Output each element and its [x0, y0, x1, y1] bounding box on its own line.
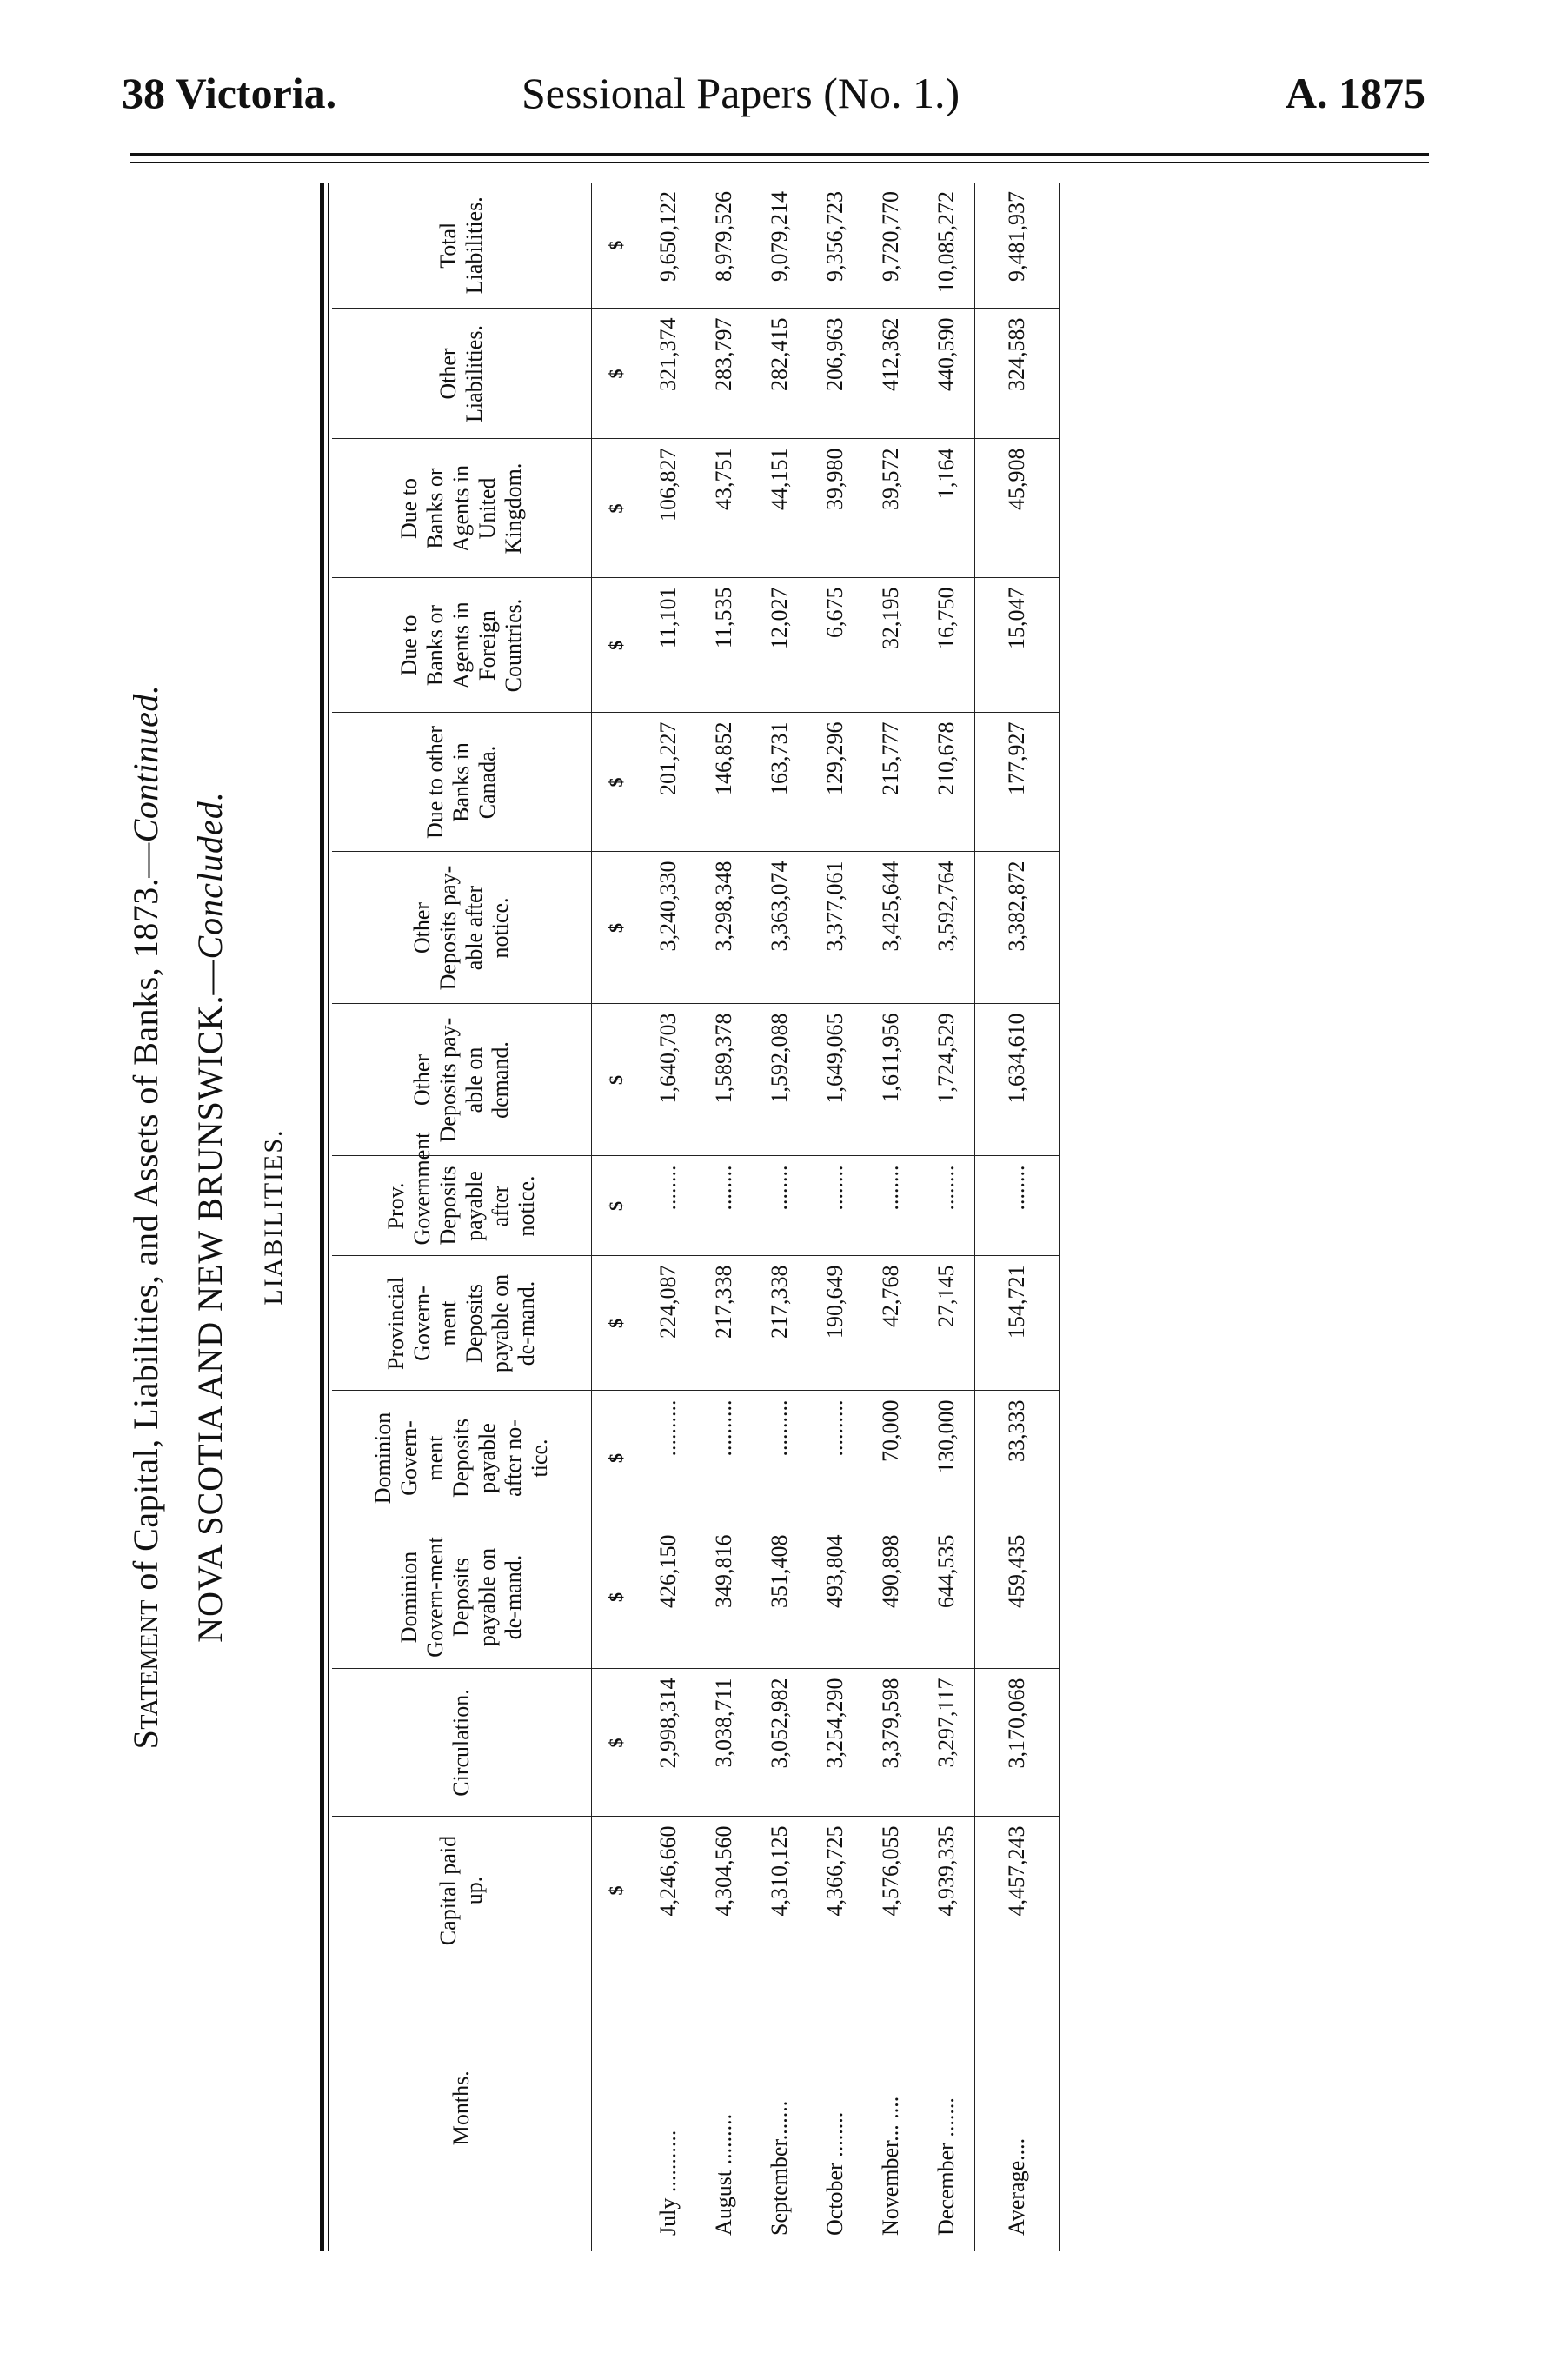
- value-cell: 282,415: [752, 309, 807, 439]
- average-value: 1,634,610: [975, 1004, 1060, 1156]
- value-cell: 1,640,703: [641, 1004, 696, 1156]
- value-cell: 3,298,348: [696, 852, 752, 1004]
- value-cell: 2,998,314: [641, 1669, 696, 1817]
- value-cell: 4,310,125: [752, 1817, 807, 1964]
- unit-cell: $: [592, 1525, 641, 1669]
- value-cell: ........: [863, 1156, 919, 1256]
- column-header: Circulation.: [332, 1669, 592, 1817]
- unit-cell: $: [592, 309, 641, 439]
- average-row: [975, 183, 1060, 2251]
- table-row: [863, 183, 919, 2251]
- value-cell: 3,592,764: [919, 852, 975, 1004]
- value-cell: 9,720,770: [863, 183, 919, 309]
- value-cell: 215,777: [863, 713, 919, 852]
- unit-cell: $: [592, 852, 641, 1004]
- value-cell: 283,797: [696, 309, 752, 439]
- value-cell: 3,254,290: [807, 1669, 863, 1817]
- average-value: 3,170,068: [975, 1669, 1060, 1817]
- value-cell: 9,079,214: [752, 183, 807, 309]
- value-cell: 224,087: [641, 1256, 696, 1391]
- value-cell: ........: [696, 1156, 752, 1256]
- statement-title: Statement of Capital, Liabilities, and Assets of Banks, 1873.—Continued.: [126, 684, 165, 1750]
- table-top-rule-thin: [328, 183, 329, 2251]
- value-cell: 4,246,660: [641, 1817, 696, 1964]
- value-cell: 3,052,982: [752, 1669, 807, 1817]
- average-value: 4,457,243: [975, 1817, 1060, 1964]
- value-cell: 11,535: [696, 578, 752, 713]
- value-cell: 6,675: [807, 578, 863, 713]
- value-cell: 3,377,061: [807, 852, 863, 1004]
- value-cell: 146,852: [696, 713, 752, 852]
- unit-cell: $: [592, 1256, 641, 1391]
- value-cell: 412,362: [863, 309, 919, 439]
- column-header: Other Deposits pay-able on demand.: [332, 1004, 592, 1156]
- value-cell: 129,296: [807, 713, 863, 852]
- unit-cell: $: [592, 1156, 641, 1256]
- table-titles: [122, 183, 330, 2251]
- value-cell: 321,374: [641, 309, 696, 439]
- value-cell: 1,724,529: [919, 1004, 975, 1156]
- column-header: Other Deposits pay-able after notice.: [332, 852, 592, 1004]
- table-row: [696, 183, 752, 2251]
- unit-cell: $: [592, 578, 641, 713]
- running-head: [122, 68, 1425, 129]
- month-cell: November... ....: [878, 2096, 903, 2236]
- value-cell: 10,085,272: [919, 183, 975, 309]
- table-row: [919, 183, 975, 2251]
- value-cell: 3,240,330: [641, 852, 696, 1004]
- table-top-rule: [320, 183, 324, 2251]
- value-cell: ..........: [696, 1391, 752, 1525]
- unit-cell: $: [592, 1669, 641, 1817]
- value-cell: 3,425,644: [863, 852, 919, 1004]
- value-cell: 426,150: [641, 1525, 696, 1669]
- value-cell: 3,038,711: [696, 1669, 752, 1817]
- rotated-table-page: [122, 183, 1147, 2251]
- table-row: [807, 183, 863, 2251]
- unit-cell: $: [592, 439, 641, 578]
- value-cell: 130,000: [919, 1391, 975, 1525]
- value-cell: 4,304,560: [696, 1817, 752, 1964]
- value-cell: 1,589,378: [696, 1004, 752, 1156]
- value-cell: 440,590: [919, 309, 975, 439]
- column-header: Other Liabilities.: [332, 309, 592, 439]
- column-header: Due to other Banks in Canada.: [332, 713, 592, 852]
- value-cell: 4,939,335: [919, 1817, 975, 1964]
- value-cell: ........: [752, 1156, 807, 1256]
- column-header: Capital paid up.: [332, 1817, 592, 1964]
- value-cell: 210,678: [919, 713, 975, 852]
- unit-row: [592, 183, 641, 2251]
- value-cell: 11,101: [641, 578, 696, 713]
- value-cell: 42,768: [863, 1256, 919, 1391]
- value-cell: 4,366,725: [807, 1817, 863, 1964]
- average-value: 459,435: [975, 1525, 1060, 1669]
- table-row: [641, 183, 696, 2251]
- value-cell: ..........: [641, 1391, 696, 1525]
- value-cell: 217,338: [696, 1256, 752, 1391]
- value-cell: 490,898: [863, 1525, 919, 1669]
- value-cell: 1,592,088: [752, 1004, 807, 1156]
- value-cell: 163,731: [752, 713, 807, 852]
- value-cell: 351,408: [752, 1525, 807, 1669]
- value-cell: 70,000: [863, 1391, 919, 1525]
- value-cell: 3,363,074: [752, 852, 807, 1004]
- value-cell: ..........: [807, 1391, 863, 1525]
- year-label: A. 1875: [1285, 69, 1425, 117]
- value-cell: ........: [919, 1156, 975, 1256]
- average-value: 9,481,937: [975, 183, 1060, 309]
- column-header: Dominion Govern-ment Deposits payable on de-mand.: [332, 1525, 592, 1669]
- average-value: 15,047: [975, 578, 1060, 713]
- value-cell: 8,979,526: [696, 183, 752, 309]
- month-cell: July ...........: [655, 2130, 681, 2236]
- value-cell: 44,151: [752, 439, 807, 578]
- header-row: [332, 183, 592, 2251]
- unit-cell: $: [592, 183, 641, 309]
- value-cell: 27,145: [919, 1256, 975, 1391]
- average-value: 324,583: [975, 309, 1060, 439]
- column-header: Due to Banks or Agents in Foreign Countries.: [332, 578, 592, 713]
- column-header: Provincial Govern-ment Deposits payable on de-mand.: [332, 1256, 592, 1391]
- value-cell: 493,804: [807, 1525, 863, 1669]
- unit-cell: $: [592, 1817, 641, 1964]
- sessional-papers-label: Sessional Papers (No. 1.): [522, 69, 960, 117]
- region-title: NOVA SCOTIA AND NEW BRUNSWICK.—Concluded.: [190, 791, 229, 1643]
- value-cell: 106,827: [641, 439, 696, 578]
- value-cell: 190,649: [807, 1256, 863, 1391]
- column-header: Prov. Government Deposits payable after notice.: [332, 1156, 592, 1256]
- average-value: ........: [975, 1156, 1060, 1256]
- header-rule: [130, 153, 1429, 156]
- value-cell: 39,980: [807, 439, 863, 578]
- value-cell: 9,356,723: [807, 183, 863, 309]
- value-cell: 217,338: [752, 1256, 807, 1391]
- month-cell: October ........: [822, 2111, 847, 2236]
- liabilities-table: [332, 183, 1060, 2251]
- value-cell: 201,227: [641, 713, 696, 852]
- liabilities-table-wrap: [320, 183, 1102, 2251]
- value-cell: 39,572: [863, 439, 919, 578]
- value-cell: 349,816: [696, 1525, 752, 1669]
- month-cell: September.......: [767, 2100, 792, 2236]
- unit-cell: $: [592, 1004, 641, 1156]
- average-value: 33,333: [975, 1391, 1060, 1525]
- value-cell: ..........: [752, 1391, 807, 1525]
- table-row: [752, 183, 807, 2251]
- month-cell: August .........: [711, 2113, 736, 2236]
- value-cell: 1,611,956: [863, 1004, 919, 1156]
- column-header: Total Liabilities.: [332, 183, 592, 309]
- unit-cell: $: [592, 713, 641, 852]
- unit-cell: [592, 1964, 641, 2251]
- value-cell: 9,650,122: [641, 183, 696, 309]
- value-cell: ........: [807, 1156, 863, 1256]
- section-title: LIABILITIES.: [259, 1128, 288, 1306]
- value-cell: 32,195: [863, 578, 919, 713]
- value-cell: 3,379,598: [863, 1669, 919, 1817]
- value-cell: 644,535: [919, 1525, 975, 1669]
- value-cell: 1,164: [919, 439, 975, 578]
- average-value: 177,927: [975, 713, 1060, 852]
- column-header: Dominion Govern-ment Deposits payable after no-tice.: [332, 1391, 592, 1525]
- column-header: Months.: [332, 1964, 592, 2251]
- month-cell: December .......: [933, 2097, 959, 2236]
- value-cell: 43,751: [696, 439, 752, 578]
- value-cell: 16,750: [919, 578, 975, 713]
- session-label: 38 Victoria.: [122, 69, 337, 117]
- value-cell: 3,297,117: [919, 1669, 975, 1817]
- value-cell: 4,576,055: [863, 1817, 919, 1964]
- average-value: 154,721: [975, 1256, 1060, 1391]
- average-value: 45,908: [975, 439, 1060, 578]
- column-header: Due to Banks or Agents in United Kingdom.: [332, 439, 592, 578]
- header-rule-thin: [130, 162, 1429, 163]
- value-cell: 12,027: [752, 578, 807, 713]
- average-value: 3,382,872: [975, 852, 1060, 1004]
- average-label: Average....: [975, 1964, 1060, 2251]
- unit-cell: $: [592, 1391, 641, 1525]
- value-cell: 206,963: [807, 309, 863, 439]
- value-cell: ........: [641, 1156, 696, 1256]
- value-cell: 1,649,065: [807, 1004, 863, 1156]
